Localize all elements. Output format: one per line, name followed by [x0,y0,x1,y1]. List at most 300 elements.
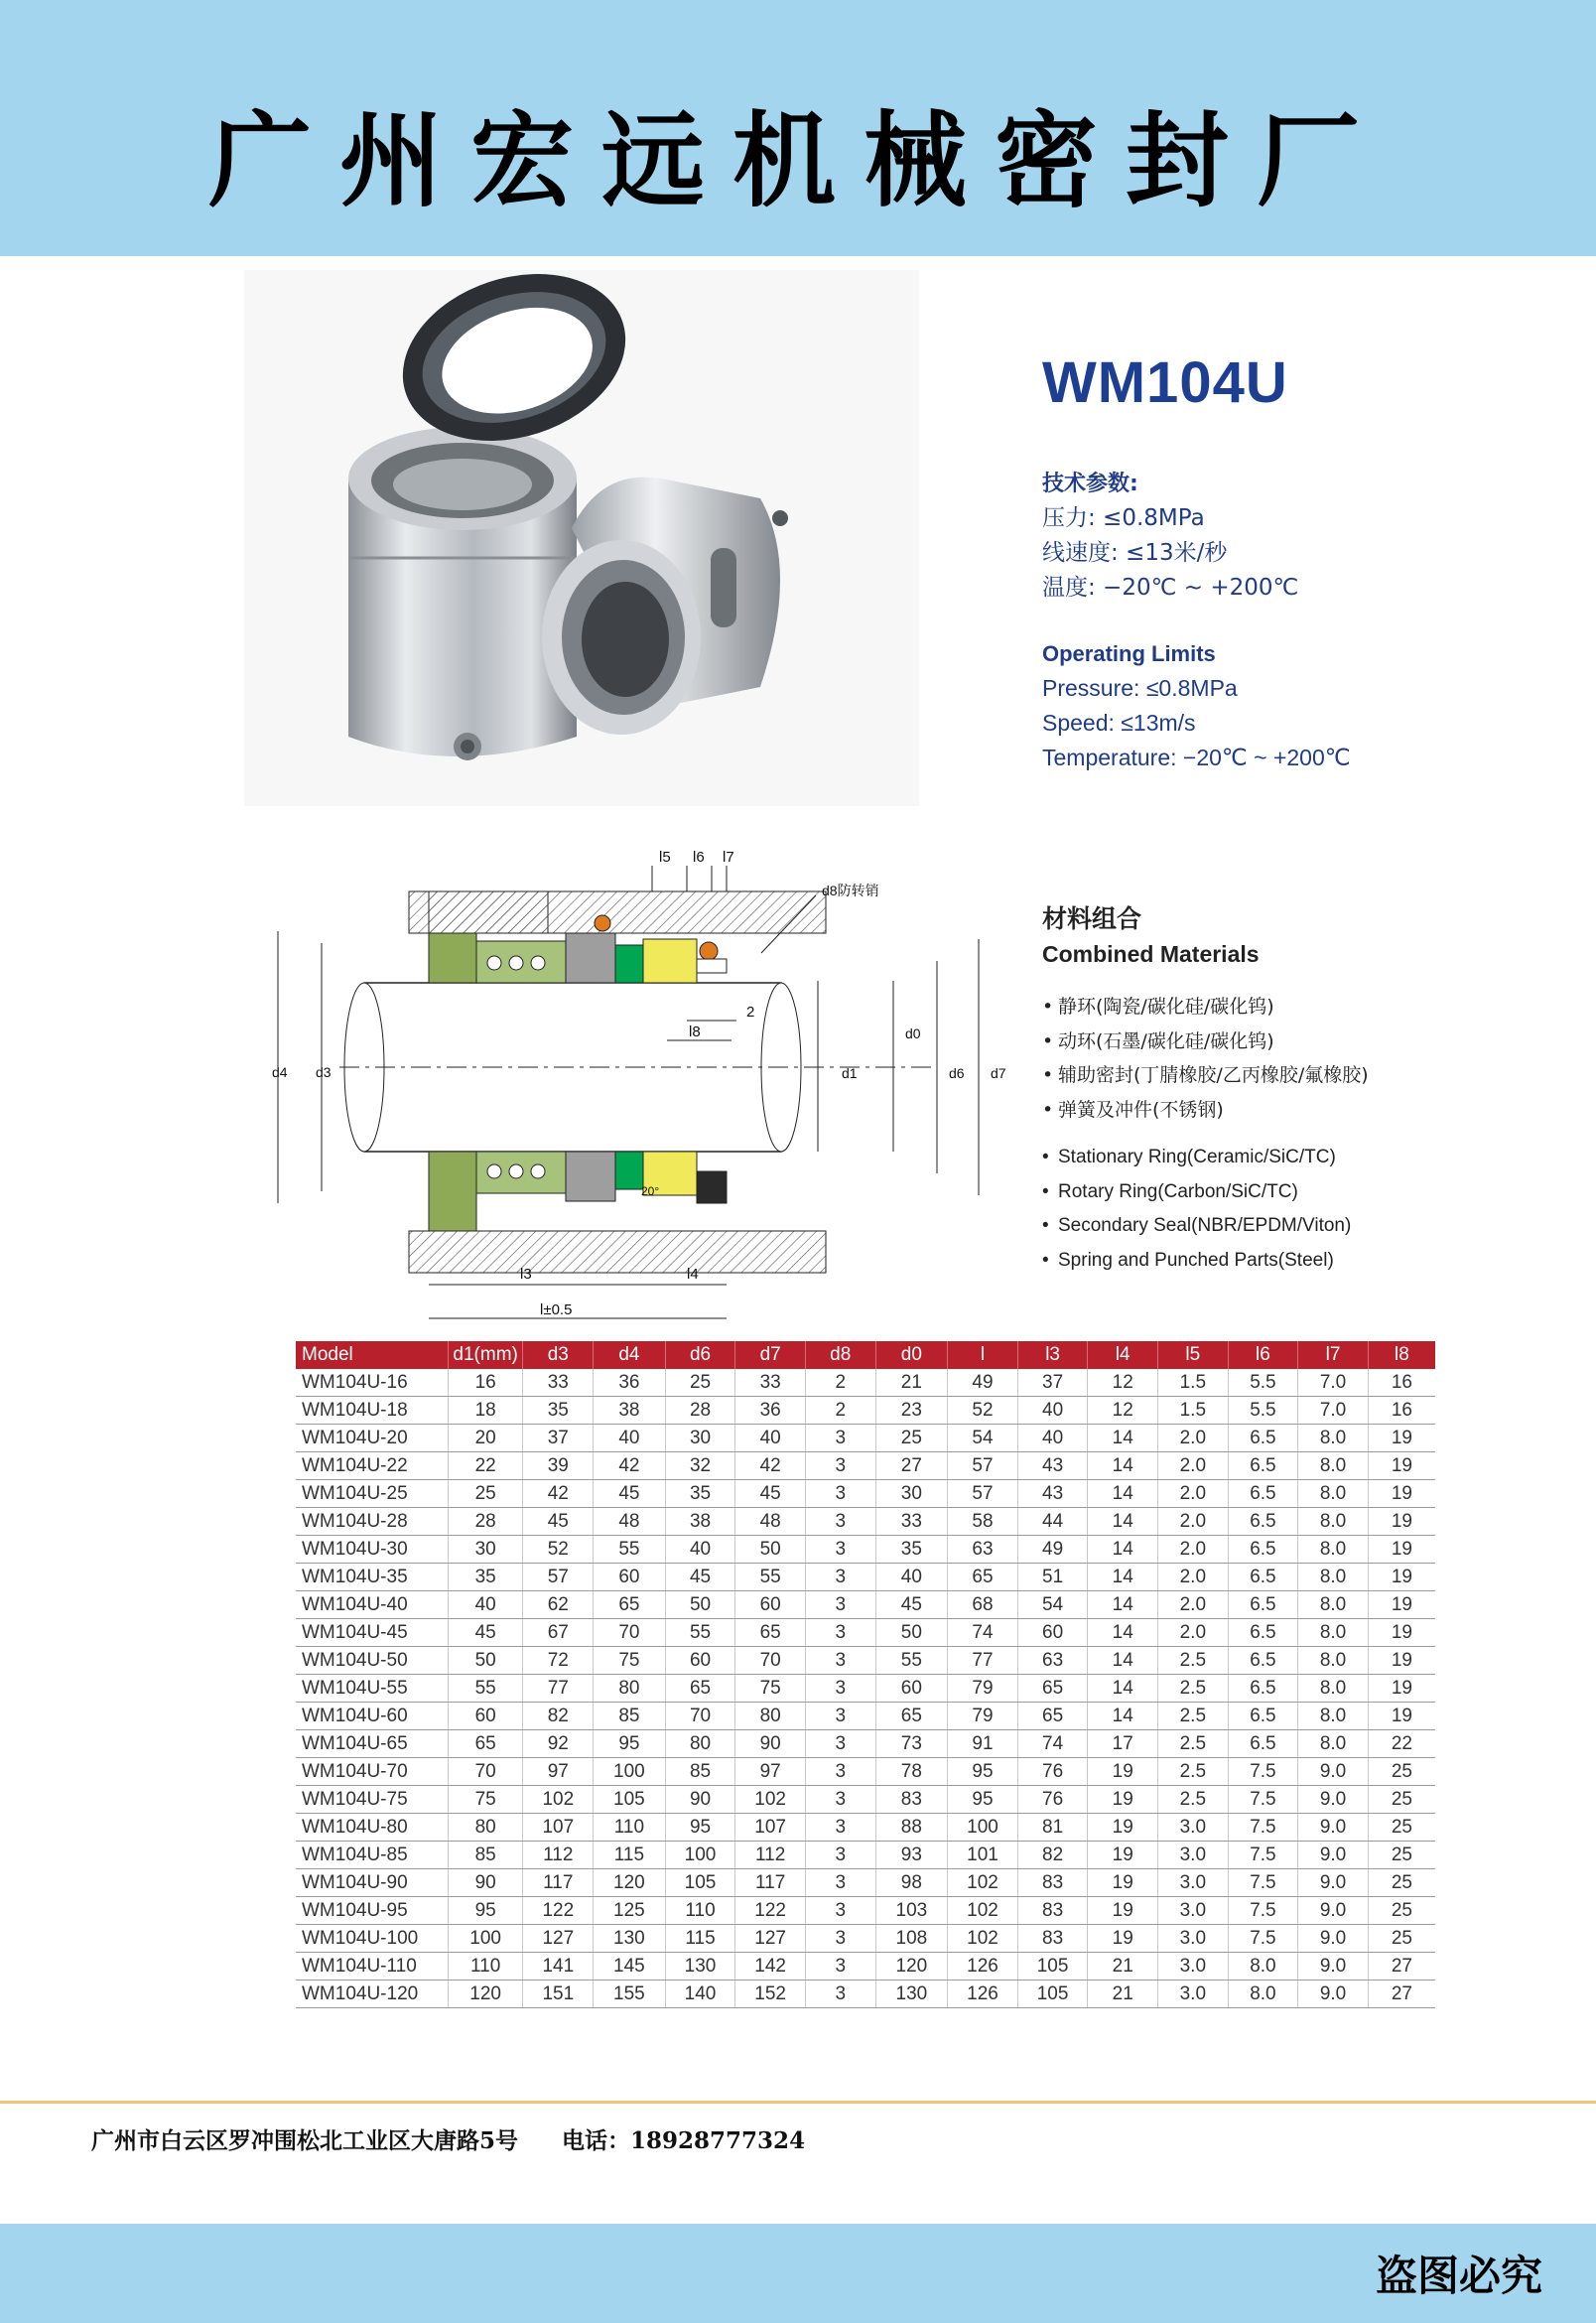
table-cell: 74 [948,1619,1018,1647]
table-cell: 90 [448,1869,523,1897]
table-cell: 57 [948,1452,1018,1480]
table-row [296,1536,1435,1564]
table-cell: 40 [665,1536,735,1564]
table-cell: WM104U-85 [296,1842,448,1869]
table-cell: 70 [665,1703,735,1730]
table-cell: 65 [875,1703,948,1730]
materials-list-cn [1042,990,1369,1127]
table-cell: 90 [665,1786,735,1814]
table-cell: WM104U-28 [296,1508,448,1536]
table-cell: 7.5 [1228,1869,1298,1897]
table-cell: WM104U-75 [296,1786,448,1814]
footer-divider [0,2101,1596,2104]
table-cell: 25 [1368,1897,1435,1925]
table-cell: 25 [1368,1925,1435,1953]
table-cell: 102 [948,1869,1018,1897]
table-cell: 27 [875,1452,948,1480]
table-cell: 95 [594,1730,666,1758]
table-cell: 19 [1088,1842,1158,1869]
table-cell: 8.0 [1298,1675,1369,1703]
table-cell: 55 [448,1675,523,1703]
table-cell: 70 [735,1647,806,1675]
table-cell: 55 [735,1564,806,1591]
table-cell: 3 [805,1730,875,1758]
specs-en-pressure: Pressure: ≤0.8MPa [1042,675,1238,701]
table-cell: 22 [1368,1730,1435,1758]
table-row [296,1869,1435,1897]
specs-en-heading: Operating Limits [1042,641,1216,666]
table-cell: 3 [805,1897,875,1925]
table-cell: 43 [1017,1452,1088,1480]
table-cell: 42 [594,1452,666,1480]
table-cell: 35 [875,1536,948,1564]
table-cell: 63 [1017,1647,1088,1675]
table-cell: 75 [594,1647,666,1675]
table-cell: 51 [1017,1564,1088,1591]
specs-en-speed: Speed: ≤13m/s [1042,710,1196,736]
table-cell: 35 [665,1480,735,1508]
table-cell: 82 [523,1703,594,1730]
table-cell: 33 [735,1369,806,1397]
table-cell: 9.0 [1298,1814,1369,1842]
table-cell: 50 [665,1591,735,1619]
copyright-notice: 盗图必究 [1375,2252,1542,2300]
table-row [296,1452,1435,1480]
table-cell: 19 [1368,1480,1435,1508]
table-cell: 28 [448,1508,523,1536]
table-cell: 117 [523,1869,594,1897]
table-cell: WM104U-35 [296,1564,448,1591]
table-cell: 19 [1368,1591,1435,1619]
table-cell: 110 [594,1814,666,1842]
table-cell: 108 [875,1925,948,1953]
table-cell: 37 [1017,1369,1088,1397]
table-cell: 40 [1017,1425,1088,1452]
table-cell: 70 [594,1619,666,1647]
table-cell: 6.5 [1228,1647,1298,1675]
table-cell: 6.5 [1228,1703,1298,1730]
table-cell: 79 [948,1703,1018,1730]
table-cell: WM104U-50 [296,1647,448,1675]
table-cell: 80 [665,1730,735,1758]
table-cell: 120 [875,1953,948,1981]
table-cell: 36 [594,1369,666,1397]
list-item: • Secondary Seal(NBR/EPDM/Viton) [1042,1209,1369,1244]
table-cell: 88 [875,1814,948,1842]
dim-label-l6: l6 [693,849,705,866]
list-item: • 动环(石墨/碳化硅/碳化钨) [1042,1025,1369,1059]
table-cell: 45 [735,1480,806,1508]
specs-cn-heading: 技术参数: [1042,472,1138,496]
table-cell: 107 [735,1814,806,1842]
table-header-cell: l4 [1088,1341,1158,1369]
table-cell: 8.0 [1298,1536,1369,1564]
table-cell: 65 [665,1675,735,1703]
footer-address: 广州市白云区罗冲围松北工业区大唐路5号 [91,2127,519,2154]
table-cell: 40 [1017,1397,1088,1425]
table-cell: 102 [948,1925,1018,1953]
table-cell: 57 [523,1564,594,1591]
table-cell: WM104U-55 [296,1675,448,1703]
specs-cn-pressure: 压力: ≤0.8MPa [1042,505,1205,531]
table-cell: 22 [448,1452,523,1480]
materials-heading-en: Combined Materials [1042,941,1260,967]
table-cell: 40 [875,1564,948,1591]
table-cell: 151 [523,1981,594,2008]
table-cell: 102 [948,1897,1018,1925]
table-cell: 76 [1017,1758,1088,1786]
table-row [296,1508,1435,1536]
table-cell: 2.0 [1158,1591,1229,1619]
table-cell: WM104U-20 [296,1425,448,1452]
table-cell: 60 [665,1647,735,1675]
table-cell: 77 [523,1675,594,1703]
table-cell: 44 [1017,1508,1088,1536]
table-cell: 95 [448,1897,523,1925]
table-cell: 14 [1088,1619,1158,1647]
table-cell: 65 [735,1619,806,1647]
table-cell: 3 [805,1675,875,1703]
table-cell: 130 [665,1953,735,1981]
table-cell: 91 [948,1730,1018,1758]
dim-label-l8: l8 [689,1024,701,1040]
table-cell: 20 [448,1425,523,1452]
table-cell: 152 [735,1981,806,2008]
table-cell: 25 [665,1369,735,1397]
table-cell: 40 [448,1591,523,1619]
dim-label-d0: d0 [905,1025,921,1041]
table-cell: 2.5 [1158,1647,1229,1675]
table-cell: 75 [735,1675,806,1703]
table-row [296,1981,1435,2008]
table-cell: 7.5 [1228,1786,1298,1814]
table-cell: 19 [1368,1564,1435,1591]
table-row [296,1758,1435,1786]
table-cell: 68 [948,1591,1018,1619]
table-cell: 122 [735,1897,806,1925]
table-cell: 145 [594,1953,666,1981]
table-cell: 73 [875,1730,948,1758]
table-cell: 9.0 [1298,1758,1369,1786]
table-cell: WM104U-95 [296,1897,448,1925]
table-cell: WM104U-65 [296,1730,448,1758]
table-cell: 58 [948,1508,1018,1536]
table-cell: 9.0 [1298,1897,1369,1925]
table-header-cell: l5 [1158,1341,1229,1369]
table-cell: 3 [805,1842,875,1869]
table-cell: 32 [665,1452,735,1480]
table-cell: 130 [594,1925,666,1953]
table-cell: 100 [665,1842,735,1869]
table-cell: 3 [805,1814,875,1842]
table-cell: 55 [875,1647,948,1675]
dim-label-l7: l7 [723,849,734,866]
table-header-cell: d8 [805,1341,875,1369]
table-cell: 3 [805,1591,875,1619]
table-cell: 6.5 [1228,1564,1298,1591]
table-cell: 101 [948,1842,1018,1869]
table-cell: 6.5 [1228,1619,1298,1647]
table-cell: 45 [665,1564,735,1591]
dim-label-d4: d4 [272,1064,288,1080]
table-cell: 45 [448,1619,523,1647]
table-cell: 6.5 [1228,1675,1298,1703]
table-cell: 19 [1368,1425,1435,1452]
table-cell: 70 [448,1758,523,1786]
footer-phone: 电话：18928777324 [562,2127,806,2154]
table-cell: 25 [1368,1758,1435,1786]
table-cell: 2.5 [1158,1758,1229,1786]
table-cell: WM104U-90 [296,1869,448,1897]
footer-contact [91,2122,805,2155]
table-cell: 5.5 [1228,1369,1298,1397]
table-cell: 6.5 [1228,1452,1298,1480]
table-header-row [296,1341,1435,1369]
table-row [296,1675,1435,1703]
table-cell: 14 [1088,1564,1158,1591]
table-cell: 81 [1017,1814,1088,1842]
table-cell: 3 [805,1480,875,1508]
table-cell: 3.0 [1158,1925,1229,1953]
table-cell: 16 [448,1369,523,1397]
table-cell: 19 [1088,1869,1158,1897]
table-cell: 60 [448,1703,523,1730]
table-cell: 82 [1017,1842,1088,1869]
table-cell: 19 [1368,1508,1435,1536]
table-cell: 90 [735,1730,806,1758]
table-cell: 50 [448,1647,523,1675]
table-cell: 9.0 [1298,1842,1369,1869]
table-cell: 80 [448,1814,523,1842]
table-cell: 63 [948,1536,1018,1564]
table-cell: 3.0 [1158,1953,1229,1981]
table-cell: 50 [735,1536,806,1564]
table-cell: 23 [875,1397,948,1425]
table-cell: 5.5 [1228,1397,1298,1425]
table-cell: 25 [1368,1869,1435,1897]
list-item: • 弹簧及冲件(不锈钢) [1042,1093,1369,1128]
table-cell: 85 [594,1703,666,1730]
table-cell: 14 [1088,1703,1158,1730]
table-cell: 105 [594,1786,666,1814]
table-cell: 8.0 [1298,1619,1369,1647]
table-header-cell: d1(mm) [448,1341,523,1369]
table-body [296,1369,1435,2008]
table-cell: 33 [523,1369,594,1397]
table-cell: 30 [875,1480,948,1508]
table-cell: 2.0 [1158,1619,1229,1647]
table-cell: WM104U-70 [296,1758,448,1786]
table-cell: 25 [1368,1842,1435,1869]
table-cell: 14 [1088,1591,1158,1619]
table-cell: 8.0 [1298,1730,1369,1758]
table-cell: 16 [1368,1397,1435,1425]
table-cell: 60 [594,1564,666,1591]
table-cell: 83 [1017,1869,1088,1897]
table-cell: 1.5 [1158,1397,1229,1425]
table-cell: 21 [1088,1981,1158,2008]
table-header-cell: l8 [1368,1341,1435,1369]
table-cell: 25 [1368,1814,1435,1842]
seal-cross-section-diagram [260,844,1024,1320]
table-cell: 8.0 [1298,1591,1369,1619]
table-cell: 7.0 [1298,1397,1369,1425]
table-cell: 2.5 [1158,1703,1229,1730]
dim-label-l: l±0.5 [540,1301,573,1318]
materials-heading-cn: 材料组合 [1042,904,1142,933]
table-cell: 12 [1088,1397,1158,1425]
table-cell: WM104U-18 [296,1397,448,1425]
table-cell: 79 [948,1675,1018,1703]
table-row [296,1897,1435,1925]
table-cell: 9.0 [1298,1786,1369,1814]
table-cell: 125 [594,1897,666,1925]
table-header-cell: l6 [1228,1341,1298,1369]
dim-label-l5: l5 [659,849,671,866]
table-cell: 49 [948,1369,1018,1397]
table-cell: 42 [735,1452,806,1480]
table-cell: 8.0 [1298,1425,1369,1452]
list-item: • 辅助密封(丁腈橡胶/乙丙橡胶/氟橡胶) [1042,1058,1369,1093]
table-cell: 6.5 [1228,1425,1298,1452]
table-cell: 6.5 [1228,1480,1298,1508]
table-cell: 8.0 [1298,1480,1369,1508]
table-cell: 7.5 [1228,1758,1298,1786]
table-cell: 105 [1017,1981,1088,2008]
dim-label-d3: d3 [316,1064,332,1080]
table-row [296,1480,1435,1508]
table-cell: 3 [805,1452,875,1480]
table-cell: 3.0 [1158,1981,1229,2008]
table-cell: 57 [948,1480,1018,1508]
table-cell: 50 [875,1619,948,1647]
table-row [296,1647,1435,1675]
table-cell: 48 [594,1508,666,1536]
dim-label-angle: 20° [641,1184,660,1198]
table-cell: 126 [948,1981,1018,2008]
table-cell: 2 [805,1397,875,1425]
table-cell: WM104U-60 [296,1703,448,1730]
table-cell: 25 [875,1425,948,1452]
table-cell: 122 [523,1897,594,1925]
table-cell: 52 [523,1536,594,1564]
table-cell: 25 [1368,1786,1435,1814]
table-cell: 1.5 [1158,1369,1229,1397]
table-cell: 3.0 [1158,1814,1229,1842]
table-cell: 16 [1368,1369,1435,1397]
table-cell: 115 [665,1925,735,1953]
table-cell: 21 [1088,1953,1158,1981]
table-cell: 8.0 [1298,1564,1369,1591]
table-cell: WM104U-22 [296,1452,448,1480]
table-cell: 78 [875,1758,948,1786]
table-row [296,1786,1435,1814]
table-cell: WM104U-110 [296,1953,448,1981]
table-cell: 40 [594,1425,666,1452]
table-cell: 54 [948,1425,1018,1452]
table-cell: 3 [805,1564,875,1591]
table-cell: 25 [448,1480,523,1508]
table-cell: 19 [1088,1786,1158,1814]
table-cell: 12 [1088,1369,1158,1397]
table-row [296,1925,1435,1953]
table-cell: 126 [948,1953,1018,1981]
table-cell: 75 [448,1786,523,1814]
materials-list-en [1042,1141,1369,1278]
table-cell: 35 [448,1564,523,1591]
table-cell: 112 [523,1842,594,1869]
dim-label-d1: d1 [842,1065,858,1081]
table-cell: 2.0 [1158,1564,1229,1591]
table-cell: 130 [875,1981,948,2008]
table-cell: 37 [523,1425,594,1452]
table-row [296,1619,1435,1647]
table-cell: 3 [805,1536,875,1564]
table-header-cell: Model [296,1341,448,1369]
model-title: WM104U [1042,350,1288,415]
table-cell: 8.0 [1298,1647,1369,1675]
header-banner [0,0,1596,256]
table-header-cell: l3 [1017,1341,1088,1369]
table-cell: 3 [805,1425,875,1452]
table-cell: 39 [523,1452,594,1480]
table-cell: 45 [594,1480,666,1508]
table-cell: WM104U-80 [296,1814,448,1842]
table-row [296,1425,1435,1452]
table-cell: 55 [594,1536,666,1564]
table-cell: 33 [875,1508,948,1536]
table-cell: 2.0 [1158,1452,1229,1480]
table-cell: 3 [805,1953,875,1981]
company-title: 广州宏远机械密封厂 [207,100,1388,221]
table-cell: 19 [1368,1619,1435,1647]
table-cell: 3 [805,1869,875,1897]
table-cell: 7.5 [1228,1842,1298,1869]
table-cell: 102 [523,1786,594,1814]
table-cell: 45 [875,1591,948,1619]
table-row [296,1564,1435,1591]
table-cell: 62 [523,1591,594,1619]
table-cell: 85 [448,1842,523,1869]
table-cell: 110 [665,1897,735,1925]
table-cell: 9.0 [1298,1925,1369,1953]
specs-en-temperature: Temperature: −20℃ ~ +200℃ [1042,745,1351,770]
table-cell: 65 [1017,1703,1088,1730]
table-cell: 2.0 [1158,1425,1229,1452]
table-cell: 27 [1368,1981,1435,2008]
table-cell: 112 [735,1842,806,1869]
dim-label-l3: l3 [520,1266,532,1283]
dimension-table [296,1341,1435,2008]
table-cell: 38 [594,1397,666,1425]
table-cell: 19 [1088,1758,1158,1786]
table-cell: 155 [594,1981,666,2008]
table-cell: 9.0 [1298,1869,1369,1897]
table-cell: 142 [735,1953,806,1981]
table-cell: 92 [523,1730,594,1758]
dim-label-d6: d6 [949,1065,965,1081]
table-cell: 7.5 [1228,1814,1298,1842]
table-cell: 105 [665,1869,735,1897]
table-cell: 65 [594,1591,666,1619]
materials-section [1042,899,1369,1278]
table-cell: 107 [523,1814,594,1842]
table-cell: 127 [735,1925,806,1953]
table-cell: 65 [1017,1675,1088,1703]
table-cell: 14 [1088,1675,1158,1703]
table-cell: 8.0 [1298,1703,1369,1730]
table-cell: 2.5 [1158,1730,1229,1758]
